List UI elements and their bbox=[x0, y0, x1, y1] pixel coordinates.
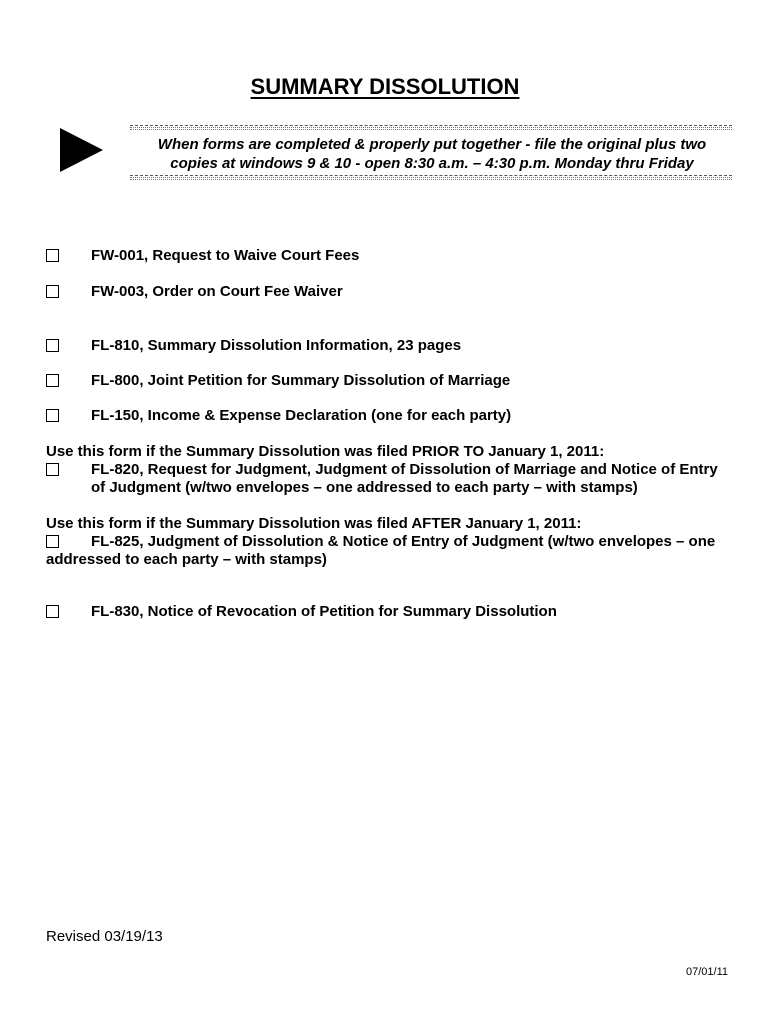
revised-date: Revised 03/19/13 bbox=[46, 928, 163, 945]
notice-line-1: When forms are completed & properly put together - file the original plus two bbox=[157, 136, 707, 153]
checkbox-fw003[interactable] bbox=[46, 285, 59, 298]
filing-notice bbox=[134, 135, 730, 173]
checkbox-fw001[interactable] bbox=[46, 249, 59, 262]
checkbox-fl810[interactable] bbox=[46, 339, 59, 352]
item-fw001: FW-001, Request to Waive Court Fees bbox=[91, 247, 360, 264]
item-fl800: FL-800, Joint Petition for Summary Dissolution of Marriage bbox=[91, 372, 511, 389]
item-fl150: FL-150, Income & Expense Declaration (one for each party) bbox=[91, 407, 512, 424]
after-heading: Use this form if the Summary Dissolution was filed AFTER January 1, 2011: bbox=[46, 515, 582, 532]
form-date: 07/01/11 bbox=[685, 966, 728, 978]
item-fl820-line2: of Judgment (w/two envelopes – one addressed to each party – with stamps) bbox=[91, 479, 638, 496]
notice-top-rule bbox=[130, 125, 732, 126]
notice-line-2: copies at windows 9 & 10 - open 8:30 a.m. – 4:30 p.m. Monday thru Friday bbox=[170, 155, 694, 172]
item-fl810: FL-810, Summary Dissolution Information, 23 pages bbox=[91, 337, 462, 354]
checkbox-fl800[interactable] bbox=[46, 374, 59, 387]
item-fl825-line1: FL-825, Judgment of Dissolution & Notice of Entry of Judgment (w/two envelopes – one bbox=[91, 533, 716, 550]
checkbox-fl830[interactable] bbox=[46, 605, 59, 618]
prior-heading: Use this form if the Summary Dissolution was filed PRIOR TO January 1, 2011: bbox=[46, 443, 605, 460]
notice-bottom-rule bbox=[130, 175, 732, 176]
item-fw003: FW-003, Order on Court Fee Waiver bbox=[91, 283, 343, 300]
item-fl830: FL-830, Notice of Revocation of Petition for Summary Dissolution bbox=[91, 603, 557, 620]
checkbox-fl150[interactable] bbox=[46, 409, 59, 422]
item-fl820-line1: FL-820, Request for Judgment, Judgment of Dissolution of Marriage and Notice of Entry bbox=[91, 461, 718, 478]
checkbox-fl820[interactable] bbox=[46, 463, 59, 476]
item-fl825-line2: addressed to each party – with stamps) bbox=[46, 551, 327, 568]
checkbox-fl825[interactable] bbox=[46, 535, 59, 548]
page-title: SUMMARY DISSOLUTION bbox=[250, 74, 520, 99]
play-arrow-icon bbox=[60, 128, 103, 172]
